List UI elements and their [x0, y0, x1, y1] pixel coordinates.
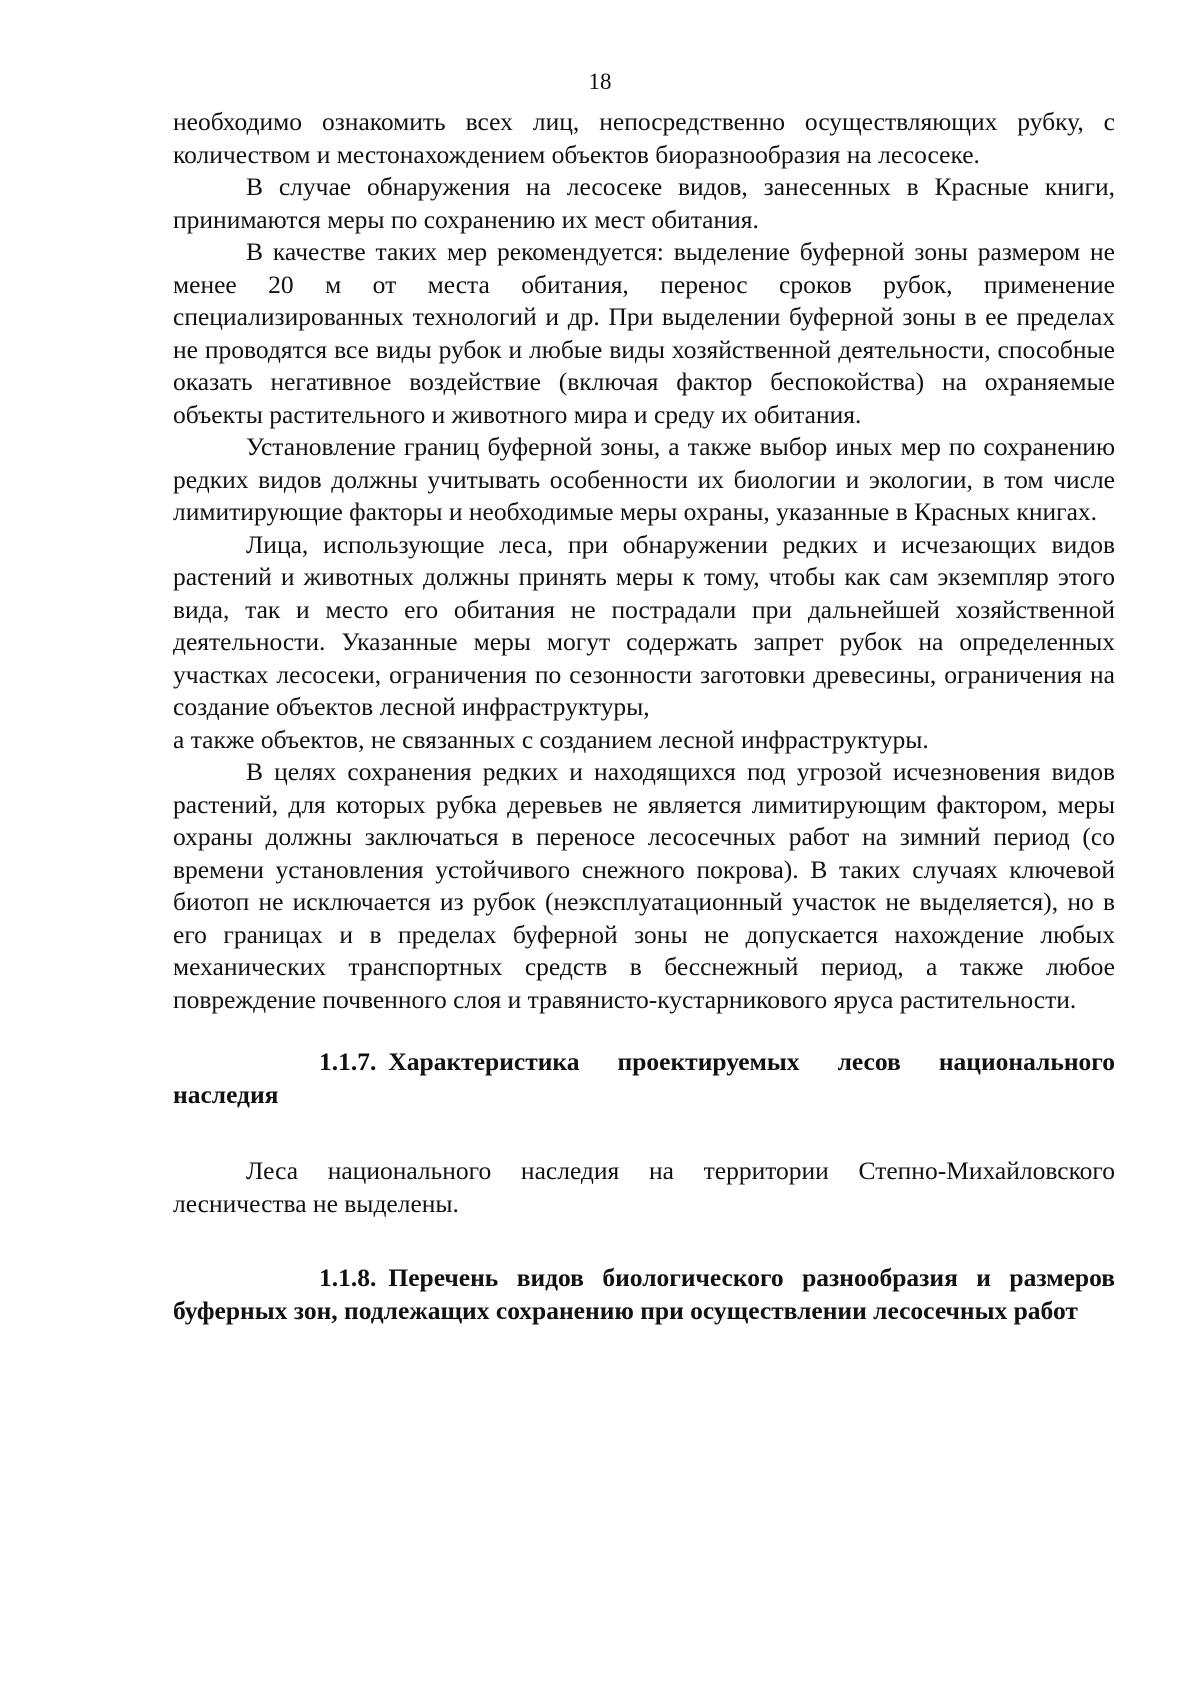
- paragraph-buffer-zone-boundaries: Установление границ буферной зоны, а также выбор иных мер по сохранению редких видов должны учитывать особенности их биологии и экологии, в том числе лимитирующие факторы и необходимые меры охраны, указанные в Красных книгах.: [173, 432, 1115, 526]
- paragraph-national-heritage-forests: Леса национального наследия на территории Степно-Михайловского лесничества не выделены.: [173, 1156, 1115, 1218]
- section-title: Характеристика проектируемых лесов национального наследия: [173, 1047, 1115, 1109]
- paragraph-forest-users-obligations: Лица, использующие леса, при обнаружении редких и исчезающих видов растений и животных должны принять меры к тому, чтобы как сам экземпляр этого вида, так и место его обитания не пострадали при дальнейшей хозяйственной деятельности. Указанные меры могут содержать запрет рубок на определенных участках лесосеки, ограничения по сезонности заготовки древесины, ограничения на создание объектов лесной инфраструктуры,: [173, 529, 1115, 721]
- section-number: 1.1.7.: [319, 1047, 377, 1076]
- paragraph-continuation: необходимо ознакомить всех лиц, непосредственно осуществляющих рубку, с количеством и местонахождением объектов биоразнообразия на лесосеке.: [173, 107, 1115, 169]
- paragraph-red-book-species: В случае обнаружения на лесосеке видов, занесенных в Красные книги, принимаются меры по сохранению их мест обитания.: [173, 172, 1115, 234]
- section-heading-1-1-8: [173, 1262, 1115, 1327]
- section-title: Перечень видов биологического разнообразия и размеров буферных зон, подлежащих сохранению при осуществлении лесосечных работ: [173, 1263, 1115, 1325]
- page-number: 18: [588, 69, 612, 94]
- paragraph-buffer-zone-measures: В качестве таких мер рекомендуется: выделение буферной зоны размером не менее 20 м от места обитания, перенос сроков рубок, применение специализированных технологий и др. При выделении буферной зоны в ее пределах не проводятся все виды рубок и любые виды хозяйственной деятельности, способные оказать негативное воздействие (включая фактор беспокойства) на охраняемые объекты растительного и животного мира и среду их обитания.: [173, 237, 1115, 429]
- paragraph-infrastructure-objects: а также объектов, не связанных с созданием лесной инфраструктуры.: [173, 724, 929, 754]
- paragraph-winter-logging: В целях сохранения редких и находящихся под угрозой исчезновения видов растений, для которых рубка деревьев не является лимитирующим фактором, меры охраны должны заключаться в переносе лесосечных работ на зимний период (со времени установления устойчивого снежного покрова). В таких случаях ключевой биотоп не исключается из рубок (неэксплуатационный участок не выделяется), но в его границах и в пределах буферной зоны не допускается нахождение любых механических транспортных средств в бесснежный период, а также любое повреждение почвенного слоя и травянисто-кустарникового яруса растительности.: [173, 757, 1115, 1014]
- section-heading-1-1-7: [173, 1046, 1115, 1111]
- section-number: 1.1.8.: [319, 1263, 377, 1292]
- document-body: [173, 106, 1115, 1327]
